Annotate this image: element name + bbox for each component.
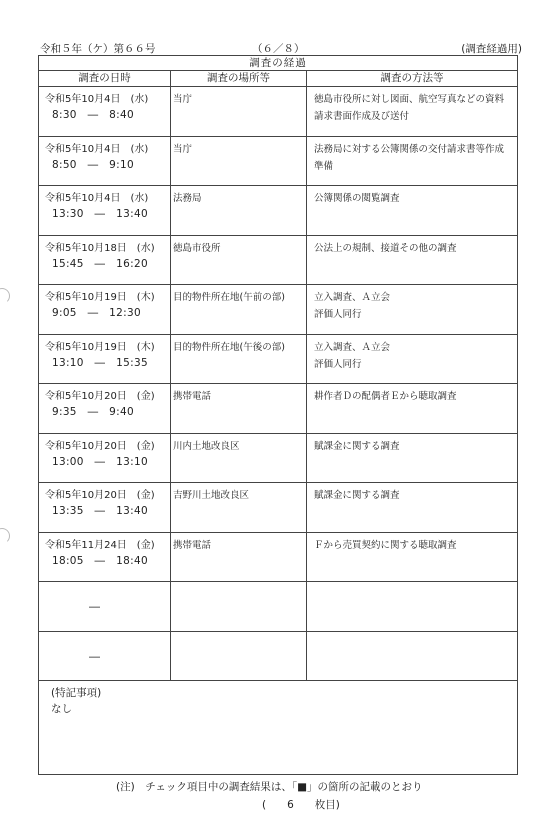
place-cell: [171, 434, 307, 483]
investigation-method: 賦課金に関する調査: [314, 490, 400, 501]
datetime-cell: [39, 632, 171, 681]
special-notes-text: なし: [51, 703, 72, 715]
investigation-method: 公法上の規制、接道その他の調査: [314, 242, 457, 254]
method-cell: [307, 384, 517, 433]
table-row: [39, 483, 517, 533]
visit-place: 法務局: [173, 193, 202, 204]
visit-date: 令和5年10月20日 (金): [45, 391, 155, 402]
visit-place: 携帯電話: [173, 539, 212, 551]
investigation-method: 耕作者Ｄの配偶者Ｅから聴取調査: [314, 391, 457, 402]
datetime-cell: [39, 533, 171, 582]
table-row: [39, 137, 517, 187]
table-body: [39, 87, 517, 681]
place-cell: [171, 137, 307, 186]
empty-time-dash: ―: [89, 600, 100, 613]
visit-place: 目的物件所在地(午前の部): [173, 292, 285, 303]
table-row: [39, 632, 517, 682]
visit-time: 18:05 ― 18:40: [52, 554, 148, 567]
table-row: [39, 434, 517, 484]
footnote: (注) チェック項目中の調査結果は、「■」の箇所の記載のとおり: [116, 781, 423, 793]
table-row: [39, 533, 517, 583]
datetime-cell: [39, 285, 171, 334]
visit-time: 9:05 ― 12:30: [52, 307, 141, 319]
method-cell: [307, 434, 517, 483]
place-cell: [171, 186, 307, 235]
visit-date: 令和5年10月19日 (木): [45, 292, 155, 303]
place-cell: [171, 87, 307, 136]
sheet-count: ( 6 枚目): [262, 799, 340, 811]
place-cell: [171, 236, 307, 285]
table-row: [39, 236, 517, 286]
table-row: [39, 384, 517, 434]
place-cell: [171, 335, 307, 384]
visit-place: 川内土地改良区: [173, 440, 240, 452]
visit-time: 15:45 ― 16:20: [52, 257, 148, 270]
column-header-method: 調査の方法等: [380, 72, 444, 84]
method-cell: [307, 483, 517, 532]
table-title: 調査の経過: [39, 56, 517, 71]
visit-date: 令和5年10月20日 (金): [45, 440, 155, 452]
visit-time: 13:30 ― 13:40: [52, 208, 148, 220]
method-cell: [307, 236, 517, 285]
datetime-cell: [39, 384, 171, 433]
column-header-place: 調査の場所等: [171, 71, 307, 86]
place-cell: [171, 483, 307, 532]
method-cell: [307, 533, 517, 582]
special-notes-section: [39, 681, 517, 775]
method-cell: [307, 335, 517, 384]
visit-date: 令和5年10月4日 (水): [45, 143, 149, 155]
datetime-cell: [39, 434, 171, 483]
visit-time: 8:50 ― 9:10: [52, 158, 134, 171]
visit-place: 携帯電話: [173, 391, 212, 402]
datetime-cell: [39, 137, 171, 186]
place-cell: [171, 582, 307, 631]
special-notes-label: (特記事項): [51, 687, 102, 699]
table-row: [39, 335, 517, 385]
visit-time: 9:35 ― 9:40: [52, 406, 134, 418]
investigation-method: 立入調査、Ａ立会 評価人同行: [314, 341, 391, 370]
investigation-method: 公簿関係の閲覧調査: [314, 193, 400, 204]
method-cell: [307, 582, 517, 631]
datetime-cell: [39, 582, 171, 631]
investigation-method: 徳島市役所に対し図面、航空写真などの資料請求書面作成及び送付: [314, 94, 505, 122]
place-cell: [171, 285, 307, 334]
visit-date: 令和5年10月18日 (水): [45, 242, 155, 254]
method-cell: [307, 186, 517, 235]
method-cell: [307, 285, 517, 334]
form-type-label: (調査経過用): [461, 43, 522, 55]
investigation-table: [38, 55, 518, 775]
column-header-datetime: 調査の日時: [39, 71, 171, 86]
punch-hole-mark: [0, 528, 10, 544]
datetime-cell: [39, 335, 171, 384]
table-row: [39, 186, 517, 236]
table-row: [39, 582, 517, 632]
datetime-cell: [39, 483, 171, 532]
datetime-cell: [39, 236, 171, 285]
place-cell: [171, 632, 307, 681]
visit-place: 吉野川土地改良区: [173, 490, 250, 501]
visit-date: 令和5年10月4日 (水): [45, 193, 149, 204]
place-cell: [171, 384, 307, 433]
method-cell: [307, 87, 517, 136]
page-indicator: （６／８）: [252, 43, 305, 55]
place-cell: [171, 533, 307, 582]
empty-time-dash: ―: [89, 649, 100, 663]
visit-place: 当庁: [173, 143, 193, 155]
visit-place: 目的物件所在地(午後の部): [173, 341, 285, 353]
investigation-method: 賦課金に関する調査: [314, 440, 400, 452]
visit-date: 令和5年10月4日 (水): [45, 94, 149, 105]
table-header-row: [39, 71, 517, 87]
visit-date: 令和5年10月19日 (木): [45, 341, 155, 353]
visit-date: 令和5年10月20日 (金): [45, 490, 155, 501]
table-row: [39, 87, 517, 137]
visit-time: 13:10 ― 15:35: [52, 356, 148, 369]
visit-place: 当庁: [173, 94, 193, 105]
visit-date: 令和5年11月24日 (金): [45, 539, 155, 551]
method-cell: [307, 137, 517, 186]
investigation-method: Ｆから売買契約に関する聴取調査: [314, 539, 457, 551]
visit-place: 徳島市役所: [173, 242, 221, 254]
visit-time: 8:30 ― 8:40: [52, 109, 134, 121]
visit-time: 13:35 ― 13:40: [52, 505, 148, 517]
visit-time: 13:00 ― 13:10: [52, 455, 148, 468]
datetime-cell: [39, 87, 171, 136]
method-cell: [307, 632, 517, 681]
punch-hole-mark: [0, 288, 10, 304]
investigation-method: 法務局に対する公簿関係の交付請求書等作成準備: [314, 143, 505, 172]
datetime-cell: [39, 186, 171, 235]
case-number: 令和５年（ケ）第６６号: [40, 43, 156, 55]
table-row: [39, 285, 517, 335]
investigation-method: 立入調査、Ａ立会 評価人同行: [314, 292, 391, 320]
